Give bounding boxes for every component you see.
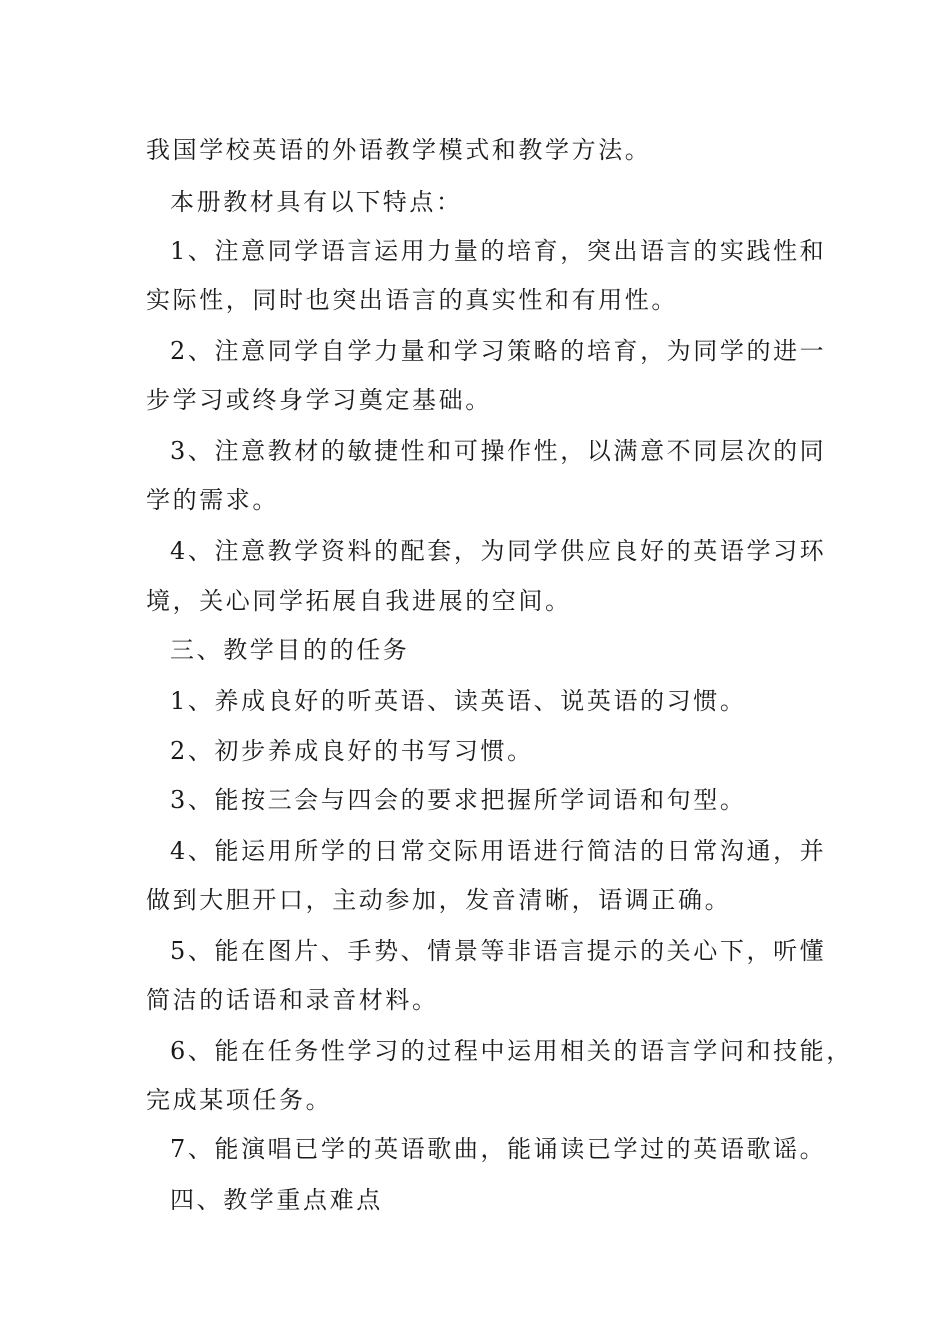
text-line: 2、初步养成良好的书写习惯。 (170, 737, 534, 765)
text-line: 4、能运用所学的日常交际用语进行简洁的日常沟通，并 (170, 837, 827, 865)
text-line: 6、能在任务性学习的过程中运用相关的语言学问和技能， (170, 1037, 853, 1065)
text-line: 3、注意教材的敏捷性和可操作性，以满意不同层次的同 (170, 437, 827, 465)
section-heading: 三、教学目的的任务 (170, 636, 410, 664)
text-line: 步学习或终身学习奠定基础。 (146, 386, 492, 414)
text-line: 1、注意同学语言运用力量的培育，突出语言的实践性和 (170, 237, 827, 265)
text-line: 本册教材具有以下特点： (170, 188, 463, 216)
section-heading: 四、教学重点难点 (170, 1186, 383, 1214)
text-line: 4、注意教学资料的配套，为同学供应良好的英语学习环 (170, 537, 827, 565)
text-line: 完成某项任务。 (146, 1086, 333, 1114)
text-line: 我国学校英语的外语教学模式和教学方法。 (146, 136, 652, 164)
text-line: 实际性，同时也突出语言的真实性和有用性。 (146, 286, 678, 314)
text-line: 做到大胆开口，主动参加，发音清晰，语调正确。 (146, 886, 732, 914)
text-line: 3、能按三会与四会的要求把握所学词语和句型。 (170, 786, 747, 814)
text-line: 5、能在图片、手势、情景等非语言提示的关心下，听懂 (170, 937, 827, 965)
text-line: 境，关心同学拓展自我进展的空间。 (146, 587, 572, 615)
text-line: 简洁的话语和录音材料。 (146, 986, 439, 1014)
text-line: 学的需求。 (146, 486, 279, 514)
text-line: 7、能演唱已学的英语歌曲，能诵读已学过的英语歌谣。 (170, 1135, 827, 1163)
text-line: 2、注意同学自学力量和学习策略的培育，为同学的进一 (170, 337, 827, 365)
text-line: 1、养成良好的听英语、读英语、说英语的习惯。 (170, 687, 747, 715)
